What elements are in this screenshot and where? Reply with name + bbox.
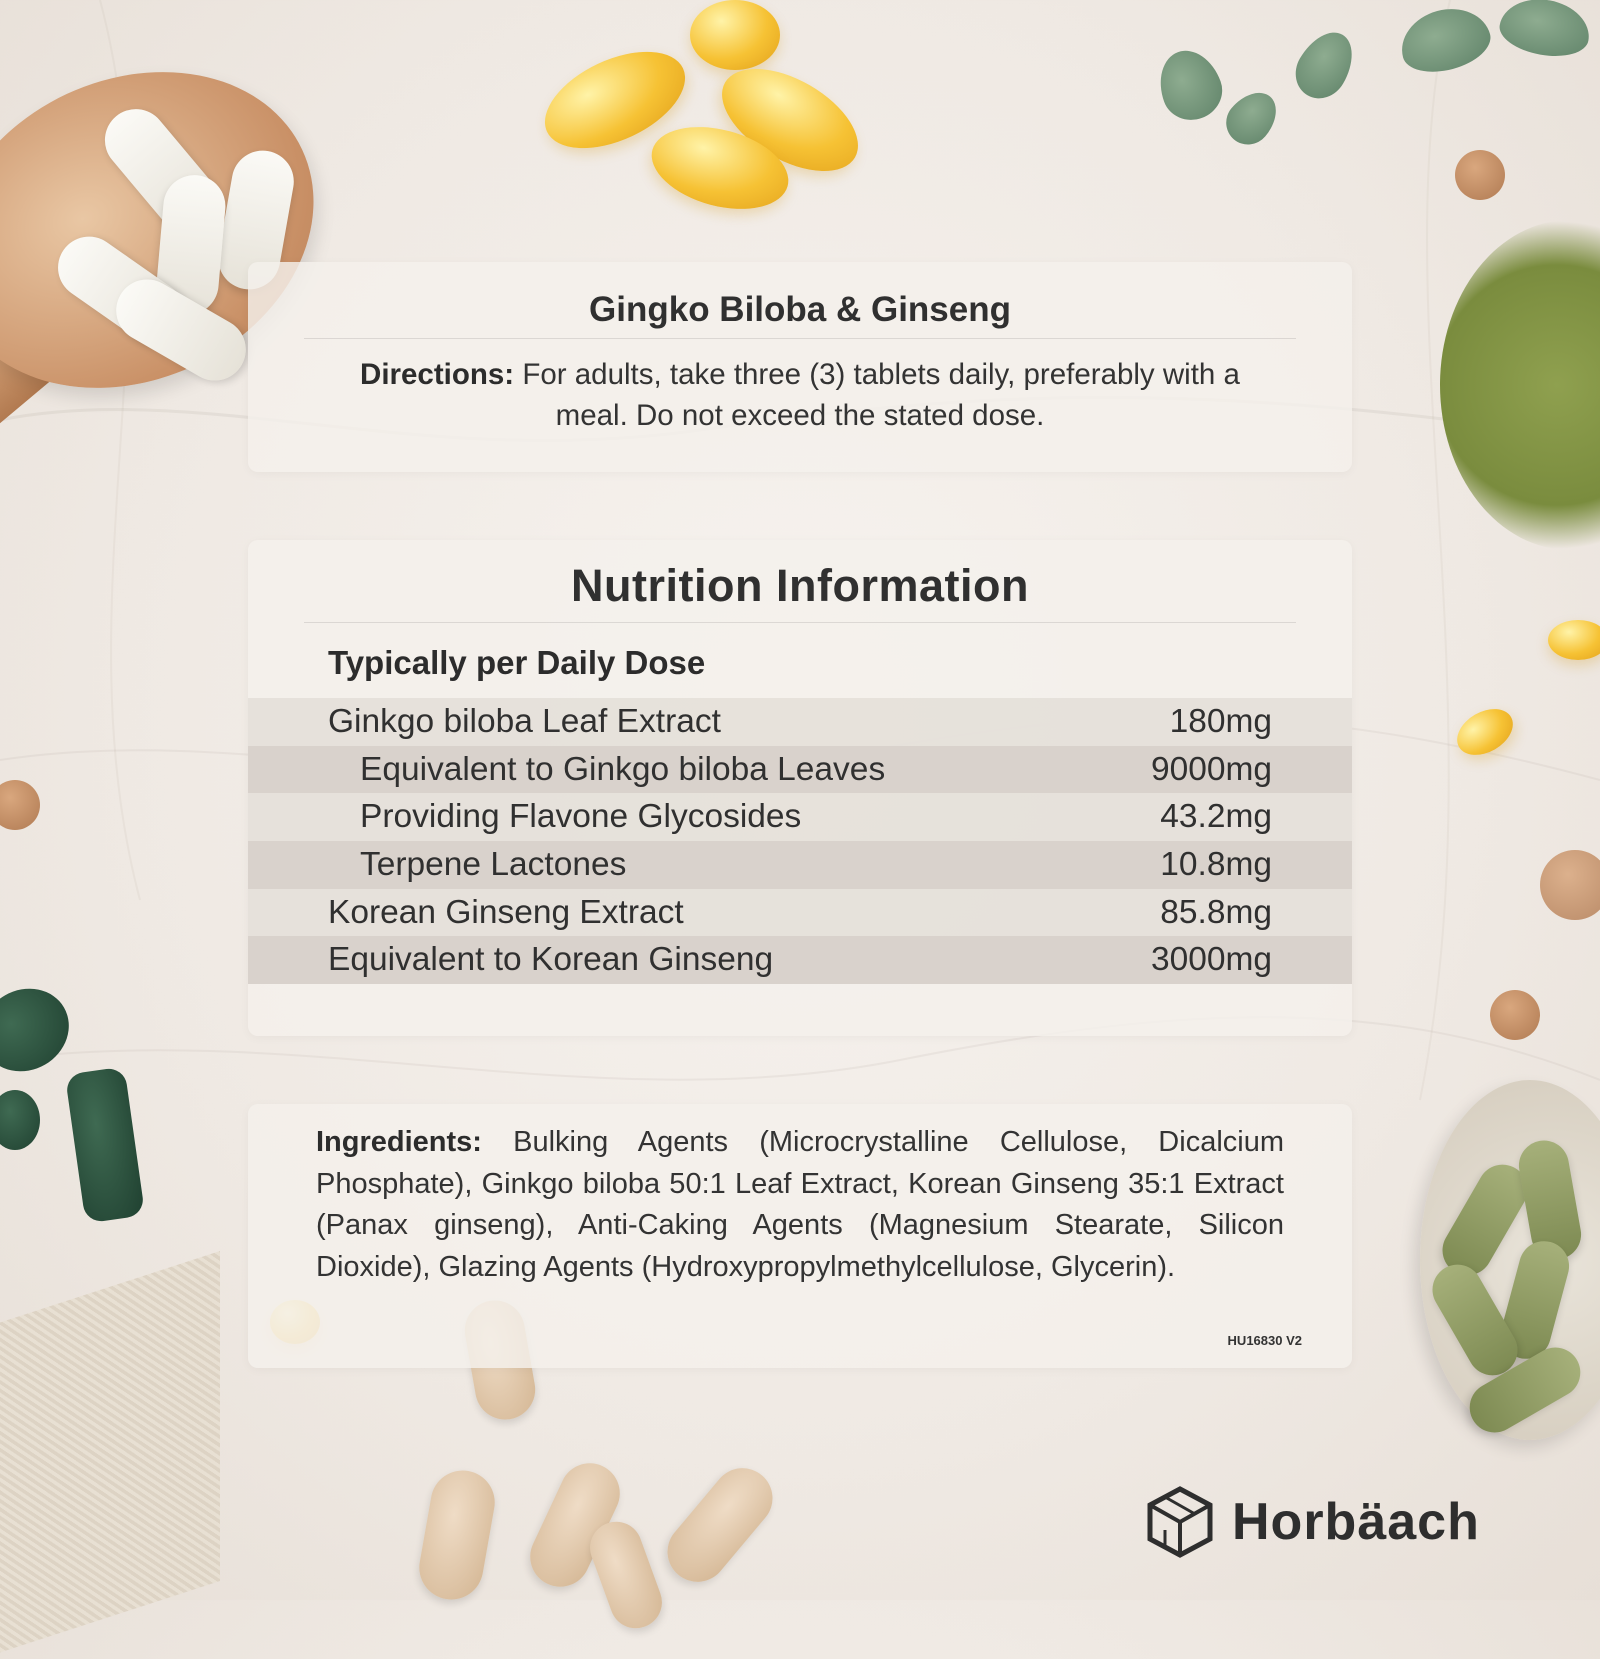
nutrient-label: Terpene Lactones <box>360 845 627 883</box>
ingredients-panel <box>248 1104 1352 1368</box>
eucalyptus-leaf <box>1286 22 1364 108</box>
nutrition-row <box>248 936 1352 984</box>
nutrition-title: Nutrition Information <box>571 560 1029 611</box>
nutrition-row <box>248 746 1352 794</box>
directions-body: For adults, take three (3) tablets daily, preferably with a meal. Do not exceed the stated dose. <box>514 358 1240 432</box>
brown-tablet <box>1540 850 1600 920</box>
brown-tablet <box>1455 150 1505 200</box>
nutrient-value: 9000mg <box>1150 750 1272 788</box>
product-title: Gingko Biloba & Ginseng <box>589 290 1011 329</box>
nutrition-table <box>248 698 1352 984</box>
brown-tablet <box>1490 990 1540 1040</box>
nutrient-value: 180mg <box>1169 702 1272 740</box>
tan-tablet <box>583 1514 669 1635</box>
nutrient-value: 85.8mg <box>1160 893 1272 931</box>
nutrition-subtitle: Typically per Daily Dose <box>328 644 706 681</box>
nutrient-label: Providing Flavone Glycosides <box>360 798 802 836</box>
eucalyptus-leaf <box>1496 0 1594 62</box>
fish-oil-softgel <box>1449 700 1521 765</box>
brand-logo <box>1146 1486 1480 1558</box>
nutrient-label: Equivalent to Ginkgo biloba Leaves <box>360 750 886 788</box>
ingredients-label: Ingredients: <box>316 1126 482 1158</box>
nutrient-label: Korean Ginseng Extract <box>328 893 684 931</box>
fish-oil-softgel <box>690 0 780 70</box>
directions-label: Directions: <box>360 358 515 391</box>
eucalyptus-leaf <box>1150 42 1230 128</box>
product-code: HU16830 V2 <box>1227 1333 1302 1348</box>
ingredients-body: Bulking Agents (Microcrystalline Cellulose, Dicalcium Phosphate), Ginkgo biloba 50:1 Leaf Extract, Korean Ginseng 35:1 Extract (Panax ginseng), Anti-Caking Agents (Magnesium Stearate, Silicon Dioxide), Glazing Agents (Hydroxypropylmethylcellulose, Glycerin). <box>316 1126 1284 1283</box>
eucalyptus-leaf <box>1394 0 1496 81</box>
directions-panel <box>248 262 1352 472</box>
brown-tablet <box>0 780 40 830</box>
linen-cloth <box>0 1251 220 1659</box>
fish-oil-softgel <box>1548 620 1600 660</box>
brand-name: Horbäach <box>1232 1493 1480 1551</box>
nutrient-value: 3000mg <box>1150 941 1272 979</box>
tan-tablet <box>414 1465 500 1604</box>
green-tablet <box>65 1067 145 1224</box>
nutrient-label: Equivalent to Korean Ginseng <box>328 941 774 979</box>
tan-tablet <box>655 1456 785 1594</box>
nutrition-row <box>248 698 1352 746</box>
divider <box>304 622 1296 623</box>
nutrition-row <box>248 889 1352 937</box>
green-tablet <box>0 1090 40 1150</box>
eucalyptus-leaf <box>1217 82 1287 153</box>
nutrient-value: 43.2mg <box>1160 798 1272 836</box>
nutrition-panel <box>248 540 1352 1036</box>
nutrient-label: Ginkgo biloba Leaf Extract <box>328 702 721 740</box>
directions-text <box>328 354 1272 436</box>
divider <box>304 338 1296 339</box>
nutrition-row <box>248 841 1352 889</box>
ingredients-text <box>316 1122 1284 1288</box>
green-powder <box>1440 220 1600 550</box>
green-tablet <box>0 973 84 1087</box>
nutrient-value: 10.8mg <box>1160 845 1272 883</box>
nutrition-row <box>248 793 1352 841</box>
hexagon-cube-icon <box>1146 1486 1214 1558</box>
